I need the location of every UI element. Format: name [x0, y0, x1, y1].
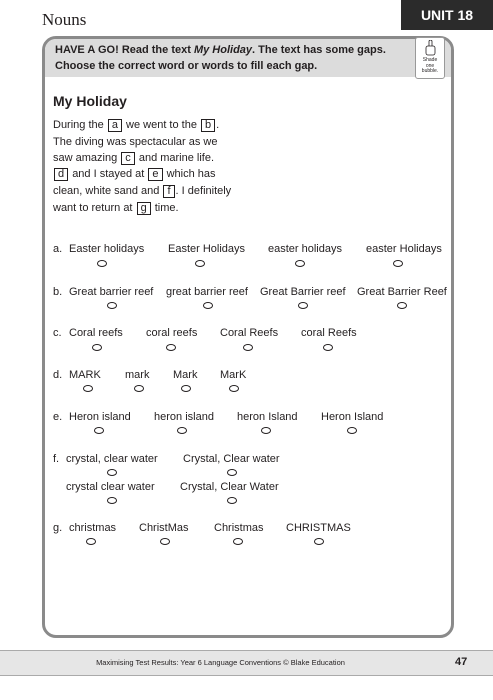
answer-bubble[interactable]	[229, 385, 239, 392]
answer-bubble[interactable]	[166, 344, 176, 351]
answer-bubble[interactable]	[97, 260, 107, 267]
section-title: Nouns	[42, 10, 87, 29]
answer-option: Easter holidays	[69, 243, 145, 255]
shade-note-line: bubble.	[421, 68, 439, 74]
question-letter: a.	[53, 243, 63, 255]
answer-bubble[interactable]	[295, 260, 305, 267]
answer-bubble[interactable]	[393, 260, 403, 267]
story-line-2: The diving was spectacular as we	[53, 136, 218, 148]
answer-bubble[interactable]	[347, 427, 357, 434]
footer-credit: Maximising Test Results: Year 6 Language Conventions © Blake Education	[96, 658, 345, 667]
shade-note-line: one	[425, 62, 435, 69]
question-letter: g.	[53, 522, 63, 534]
answer-option: great barrier reef	[166, 286, 248, 298]
unit-badge: UNIT 18	[401, 0, 493, 30]
gap-label: a	[108, 119, 122, 132]
story-line-6: want to return at g time.	[53, 202, 179, 214]
answer-bubble[interactable]	[227, 497, 237, 504]
answer-option: easter Holidays	[366, 243, 442, 255]
story-line-4: d and I stayed at e which has	[53, 168, 216, 181]
gap-label: b	[201, 119, 215, 132]
gap-label: g	[137, 202, 151, 215]
answer-bubble[interactable]	[261, 427, 271, 434]
answer-bubble[interactable]	[203, 302, 213, 309]
answer-option: Great barrier reef	[69, 286, 154, 298]
answer-bubble[interactable]	[107, 302, 117, 309]
answer-bubble[interactable]	[227, 469, 237, 476]
gap-label: c	[121, 152, 135, 165]
answer-option: easter holidays	[268, 243, 342, 255]
question-letter: f.	[53, 453, 60, 465]
answer-bubble[interactable]	[160, 538, 170, 545]
answer-option: Heron island	[69, 411, 131, 423]
answer-option: Crystal, Clear Water	[180, 481, 279, 493]
answer-option: Coral reefs	[69, 327, 123, 339]
answer-option: Great Barrier reef	[260, 286, 346, 298]
question-letter: d.	[53, 369, 63, 381]
story-line-5: clean, white sand and f . I definitely	[53, 185, 232, 197]
page-number: 47	[455, 656, 468, 668]
answer-option: Heron Island	[321, 411, 384, 423]
answer-option: mark	[125, 369, 150, 381]
answer-option: heron Island	[237, 411, 298, 423]
answer-bubble[interactable]	[83, 385, 93, 392]
answer-option: Christmas	[214, 522, 264, 534]
question-letter: e.	[53, 411, 63, 423]
answer-bubble[interactable]	[314, 538, 324, 545]
answer-option: CHRISTMAS	[286, 522, 351, 534]
answer-bubble[interactable]	[195, 260, 205, 267]
answer-option: ChristMas	[139, 522, 189, 534]
answer-bubble[interactable]	[181, 385, 191, 392]
answer-bubble[interactable]	[94, 427, 104, 434]
answer-option: coral Reefs	[301, 327, 357, 339]
answer-option: crystal clear water	[66, 481, 155, 493]
answer-option: christmas	[69, 522, 117, 534]
answer-bubble[interactable]	[107, 497, 117, 504]
answer-option: MARK	[69, 369, 101, 381]
question-letter: c.	[53, 327, 62, 339]
question-letter: b.	[53, 286, 63, 298]
answer-bubble[interactable]	[243, 344, 253, 351]
answer-option: Coral Reefs	[220, 327, 279, 339]
answer-bubble[interactable]	[323, 344, 333, 351]
pointing-hand-icon	[425, 40, 436, 56]
answer-bubble[interactable]	[134, 385, 144, 392]
answer-bubble[interactable]	[177, 427, 187, 434]
answer-option: coral reefs	[146, 327, 198, 339]
answer-bubble[interactable]	[397, 302, 407, 309]
answer-bubble[interactable]	[233, 538, 243, 545]
answer-option: heron island	[154, 411, 214, 423]
answer-option: Crystal, Clear water	[183, 453, 280, 465]
answer-option: Mark	[173, 369, 198, 381]
answer-bubble[interactable]	[92, 344, 102, 351]
story-line-3: saw amazing c and marine life.	[53, 152, 215, 164]
gap-label: e	[148, 168, 162, 181]
shade-one-bubble-note	[415, 37, 445, 79]
shade-note-line: Shade	[422, 57, 438, 63]
instruction-line-2: Choose the correct word or words to fill each gap.	[55, 60, 318, 72]
answer-option: crystal, clear water	[66, 453, 158, 465]
answer-bubble[interactable]	[86, 538, 96, 545]
answer-option: Great Barrier Reef	[357, 286, 447, 298]
answer-option: Easter Holidays	[168, 243, 246, 255]
story-title: My Holiday	[53, 93, 127, 109]
answer-bubble[interactable]	[298, 302, 308, 309]
instruction-line-1: HAVE A GO! Read the text My Holiday. The text has some gaps.	[55, 44, 386, 56]
answer-option: MarK	[220, 369, 247, 381]
answer-bubble[interactable]	[107, 469, 117, 476]
gap-label: f	[163, 185, 174, 198]
story-line-1: During the a we went to the b .	[53, 119, 220, 131]
gap-label: d	[54, 168, 68, 181]
